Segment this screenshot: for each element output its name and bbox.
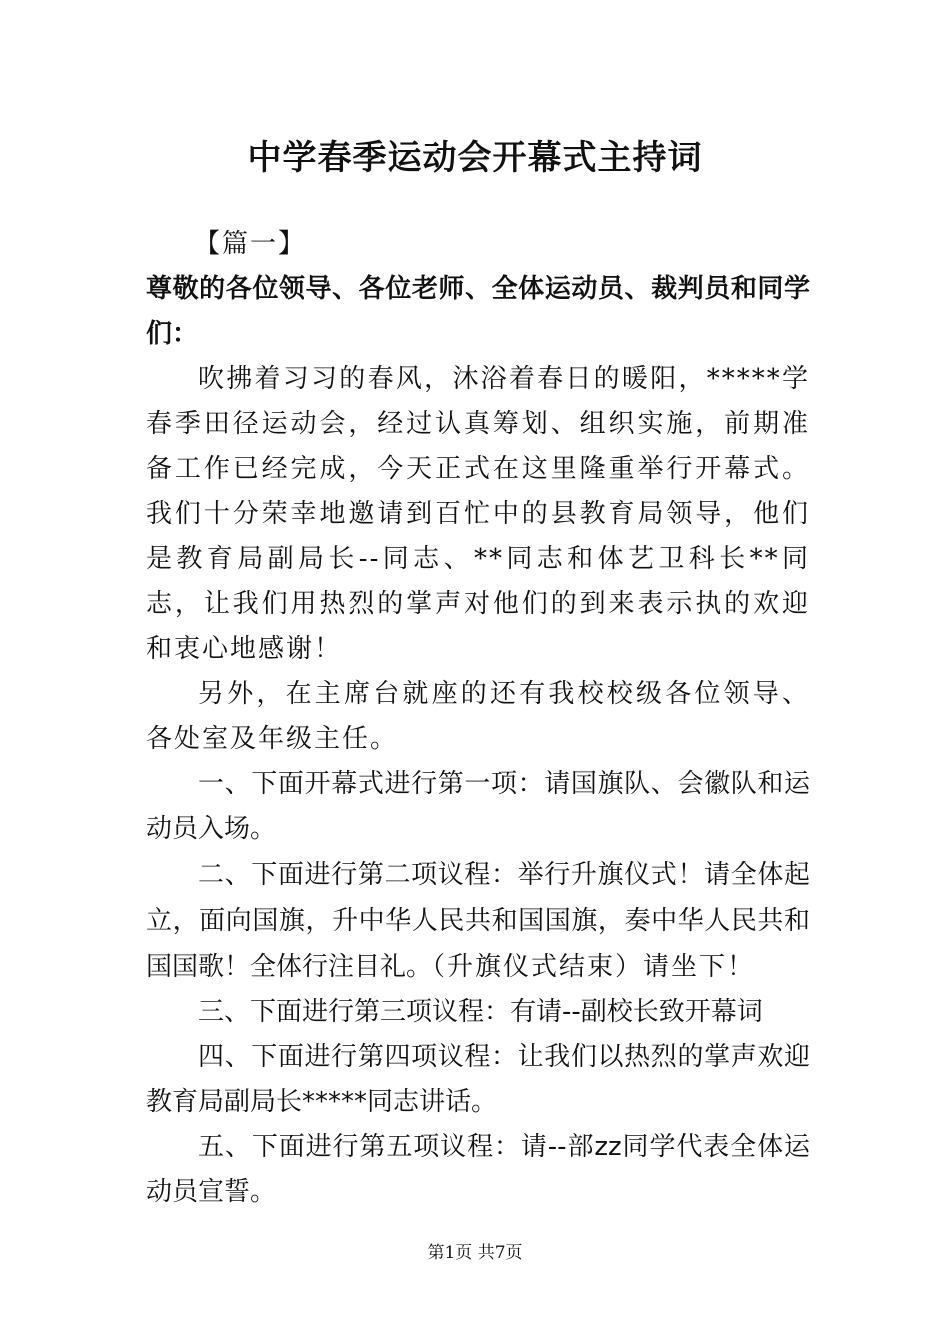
document-title: 中学春季运动会开幕式主持词 [247,138,703,178]
agenda-item-1: 一、下面开幕式进行第一项：请国旗队、会徽队和运动员入场。 [146,769,810,844]
salutation: 尊敬的各位领导、各位老师、全体运动员、裁判员和同学们： [146,274,810,349]
agenda-item-2-main: 二、下面进行第二项议程：举行升旗仪式！请全体起立，面向国旗，升中华人民共和国国旗，奏中华人民共和国国歌！全体行注目礼。 [146,860,810,982]
agenda-item-4: 四、下面进行第四项议程：让我们以热烈的掌声欢迎教育局副局长*****同志讲话。 [146,1042,810,1117]
seating-paragraph: 另外，在主席台就座的还有我校校级各位领导、各处室及年级主任。 [146,679,810,754]
document-body [146,222,810,1215]
agenda-item-2 [146,852,810,990]
agenda-item-5: 五、下面进行第五项议程：请--部zz同学代表全体运动员宣誓。 [146,1132,810,1207]
agenda-item-2-tail: （升旗仪式结束）请坐下！ [432,952,756,982]
section-label: 【篇一】 [194,229,307,259]
agenda-item-3: 三、下面进行第三项议程：有请--副校长致开幕词 [198,997,763,1027]
page-footer: 第1页 共7页 [427,1243,523,1263]
opening-paragraph: 吹拂着习习的春风，沐浴着春日的暖阳，*****学春季田径运动会，经过认真筹划、组织实施，前期准备工作已经完成，今天正式在这里隆重举行开幕式。我们十分荣幸地邀请到百忙中的县教育局领导，他们是教育局副局长--同志、**同志和体艺卫科长**同志，让我们用热烈的掌声对他们的到来表示执的欢迎和衷心地感谢！ [146,364,810,664]
